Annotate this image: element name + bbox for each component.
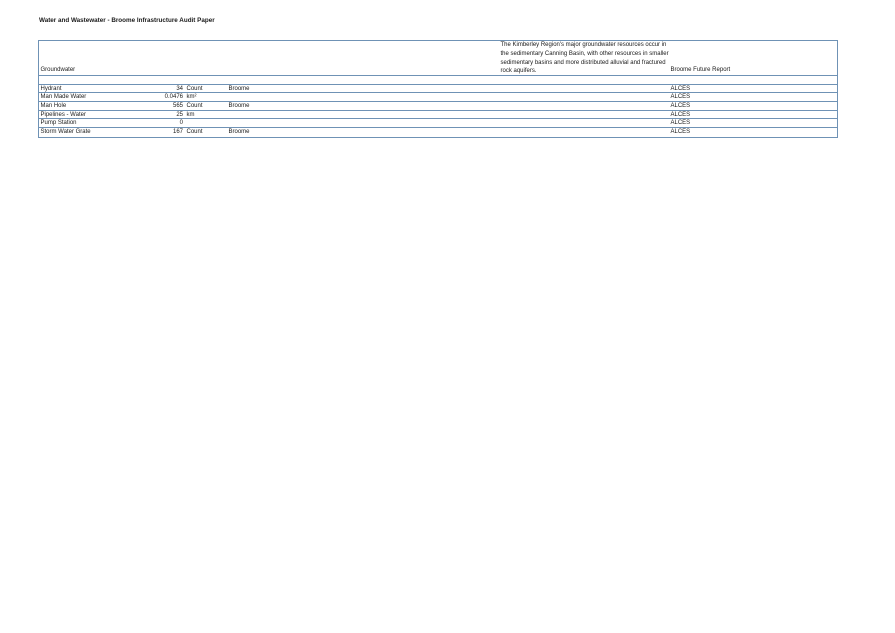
asset-region: Broome bbox=[228, 85, 250, 92]
asset-unit: Count bbox=[186, 85, 203, 92]
table-row bbox=[39, 111, 837, 120]
asset-name: Pipelines - Water bbox=[40, 111, 86, 118]
page-title: Water and Wastewater - Broome Infrastructure Audit Paper bbox=[39, 17, 215, 24]
asset-unit: Count bbox=[186, 102, 203, 109]
asset-unit: km bbox=[186, 111, 195, 118]
asset-value: 0.0476 bbox=[164, 94, 183, 101]
asset-source: ALCES bbox=[670, 85, 691, 92]
category-source: Broome Future Report bbox=[670, 67, 731, 73]
asset-region: Broome bbox=[228, 102, 250, 109]
table-row bbox=[39, 93, 837, 102]
asset-source: ALCES bbox=[670, 94, 691, 101]
table-header-row bbox=[39, 41, 837, 76]
asset-unit: Count bbox=[186, 128, 203, 135]
asset-name: Man Made Water bbox=[40, 94, 87, 101]
asset-source: ALCES bbox=[670, 120, 691, 127]
asset-value: 0 bbox=[179, 120, 183, 127]
table-row bbox=[39, 85, 837, 94]
table-row bbox=[39, 119, 837, 128]
asset-name: Storm Water Grate bbox=[40, 128, 91, 135]
asset-name: Hydrant bbox=[40, 85, 62, 92]
asset-region: Broome bbox=[228, 128, 250, 135]
asset-unit: km² bbox=[186, 94, 197, 101]
blank-row bbox=[39, 76, 837, 85]
asset-value: 34 bbox=[176, 85, 183, 92]
category-description: The Kimberley Region's major groundwater resources occur in the sedimentary Canning Basin, with other resources in smaller sedimentary basins and more distributed alluvial and fractured rock aquifers. bbox=[500, 42, 669, 75]
data-table bbox=[38, 40, 838, 138]
asset-source: ALCES bbox=[670, 111, 691, 118]
table-row bbox=[39, 102, 837, 111]
asset-source: ALCES bbox=[670, 102, 691, 109]
asset-name: Pump Station bbox=[40, 120, 77, 127]
asset-name: Man Hole bbox=[40, 102, 67, 109]
table-row bbox=[39, 128, 837, 137]
asset-source: ALCES bbox=[670, 128, 691, 135]
category-name: Groundwater bbox=[40, 67, 76, 73]
asset-value: 25 bbox=[176, 111, 183, 118]
asset-value: 565 bbox=[172, 102, 183, 109]
asset-value: 167 bbox=[172, 128, 183, 135]
